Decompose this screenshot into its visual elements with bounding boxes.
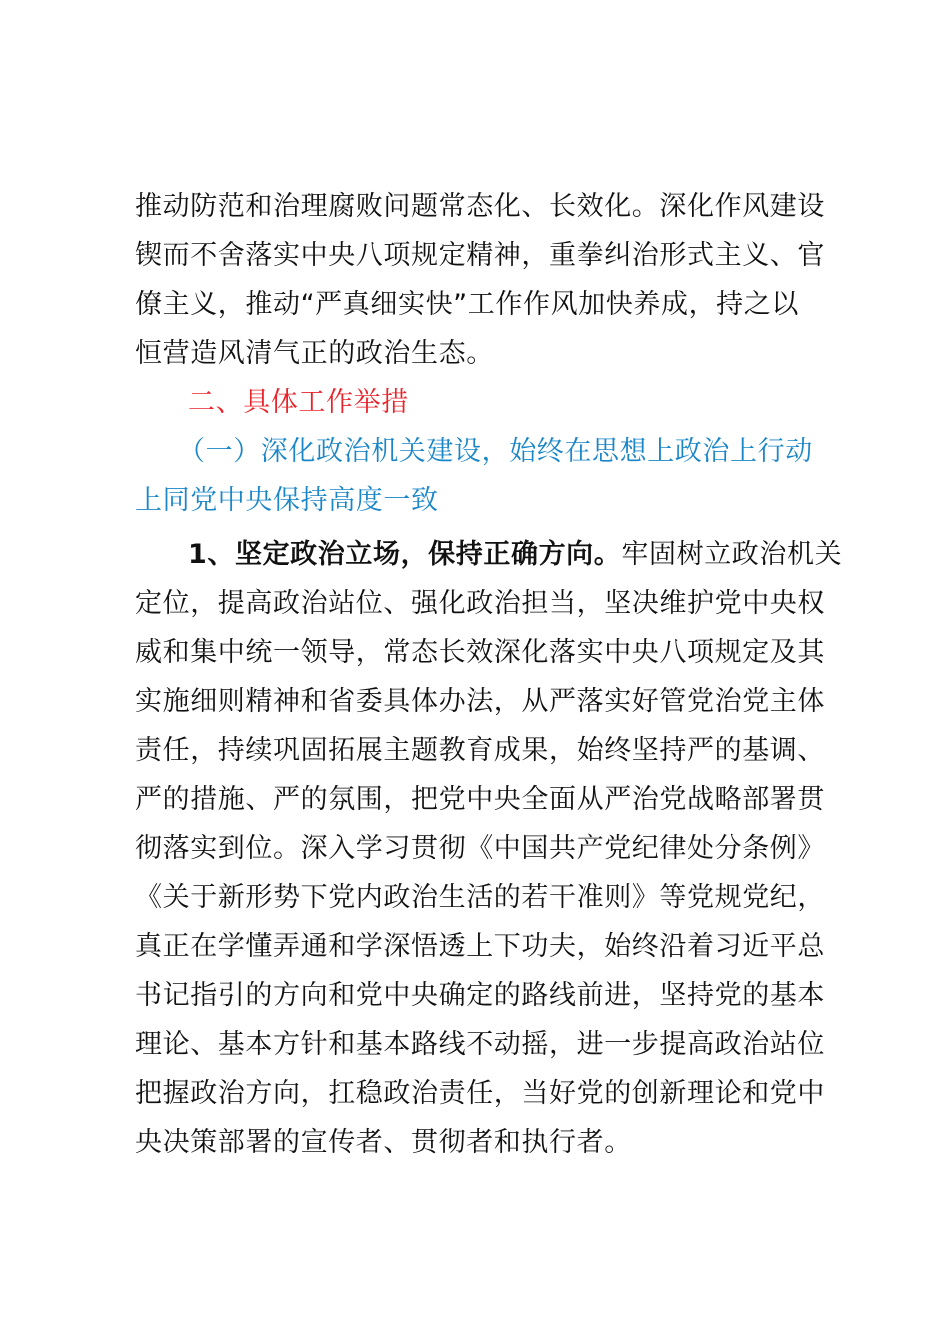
- body-text-line: 实施细则精神和省委具体办法，从严落实好管党治党主体: [135, 686, 825, 717]
- body-text-line: 锲而不舍落实中央八项规定精神，重拳纠治形式主义、官: [135, 240, 825, 271]
- subsection-heading-line: （一）深化政治机关建设，始终在思想上政治上行动: [178, 436, 813, 467]
- body-text-line: 威和集中统一领导，常态长效深化落实中央八项规定及其: [135, 637, 825, 668]
- body-text-line: 责任，持续巩固拓展主题教育成果，始终坚持严的基调、: [135, 735, 825, 766]
- body-text-line: 推动防范和治理腐败问题常态化、长效化。深化作风建设: [135, 191, 825, 222]
- body-text-line: 央决策部署的宣传者、贯彻者和执行者。: [135, 1127, 632, 1158]
- body-text-line: 理论、基本方针和基本路线不动摇，进一步提高政治站位: [135, 1029, 825, 1060]
- body-text-line: 僚主义，推动“严真细实快”工作作风加快养成，持之以: [135, 289, 799, 320]
- body-text-line: 把握政治方向，扛稳政治责任，当好党的创新理论和党中: [135, 1078, 825, 1109]
- body-text-line: 恒营造风清气正的政治生态。: [135, 338, 494, 369]
- section-heading: 二、具体工作举措: [188, 387, 409, 418]
- item-1-lead: 1、坚定政治立场，保持正确方向。: [188, 539, 622, 570]
- body-text-line: 定位，提高政治站位、强化政治担当，坚决维护党中央权: [135, 588, 825, 619]
- body-text-line: 彻落实到位。深入学习贯彻《中国共产党纪律处分条例》: [135, 833, 825, 864]
- body-text-line: 真正在学懂弄通和学深悟透上下功夫，始终沿着习近平总: [135, 931, 825, 962]
- body-text-line: 严的措施、严的氛围，把党中央全面从严治党战略部署贯: [135, 784, 825, 815]
- body-text-line: 《关于新形势下党内政治生活的若干准则》等党规党纪，: [135, 882, 825, 913]
- body-text-line: 书记指引的方向和党中央确定的路线前进，坚持党的基本: [135, 980, 825, 1011]
- subsection-heading-line: 上同党中央保持高度一致: [135, 485, 439, 516]
- item-1-first-line: [188, 535, 842, 575]
- item-1-first-line-rest: 牢固树立政治机关: [621, 539, 843, 570]
